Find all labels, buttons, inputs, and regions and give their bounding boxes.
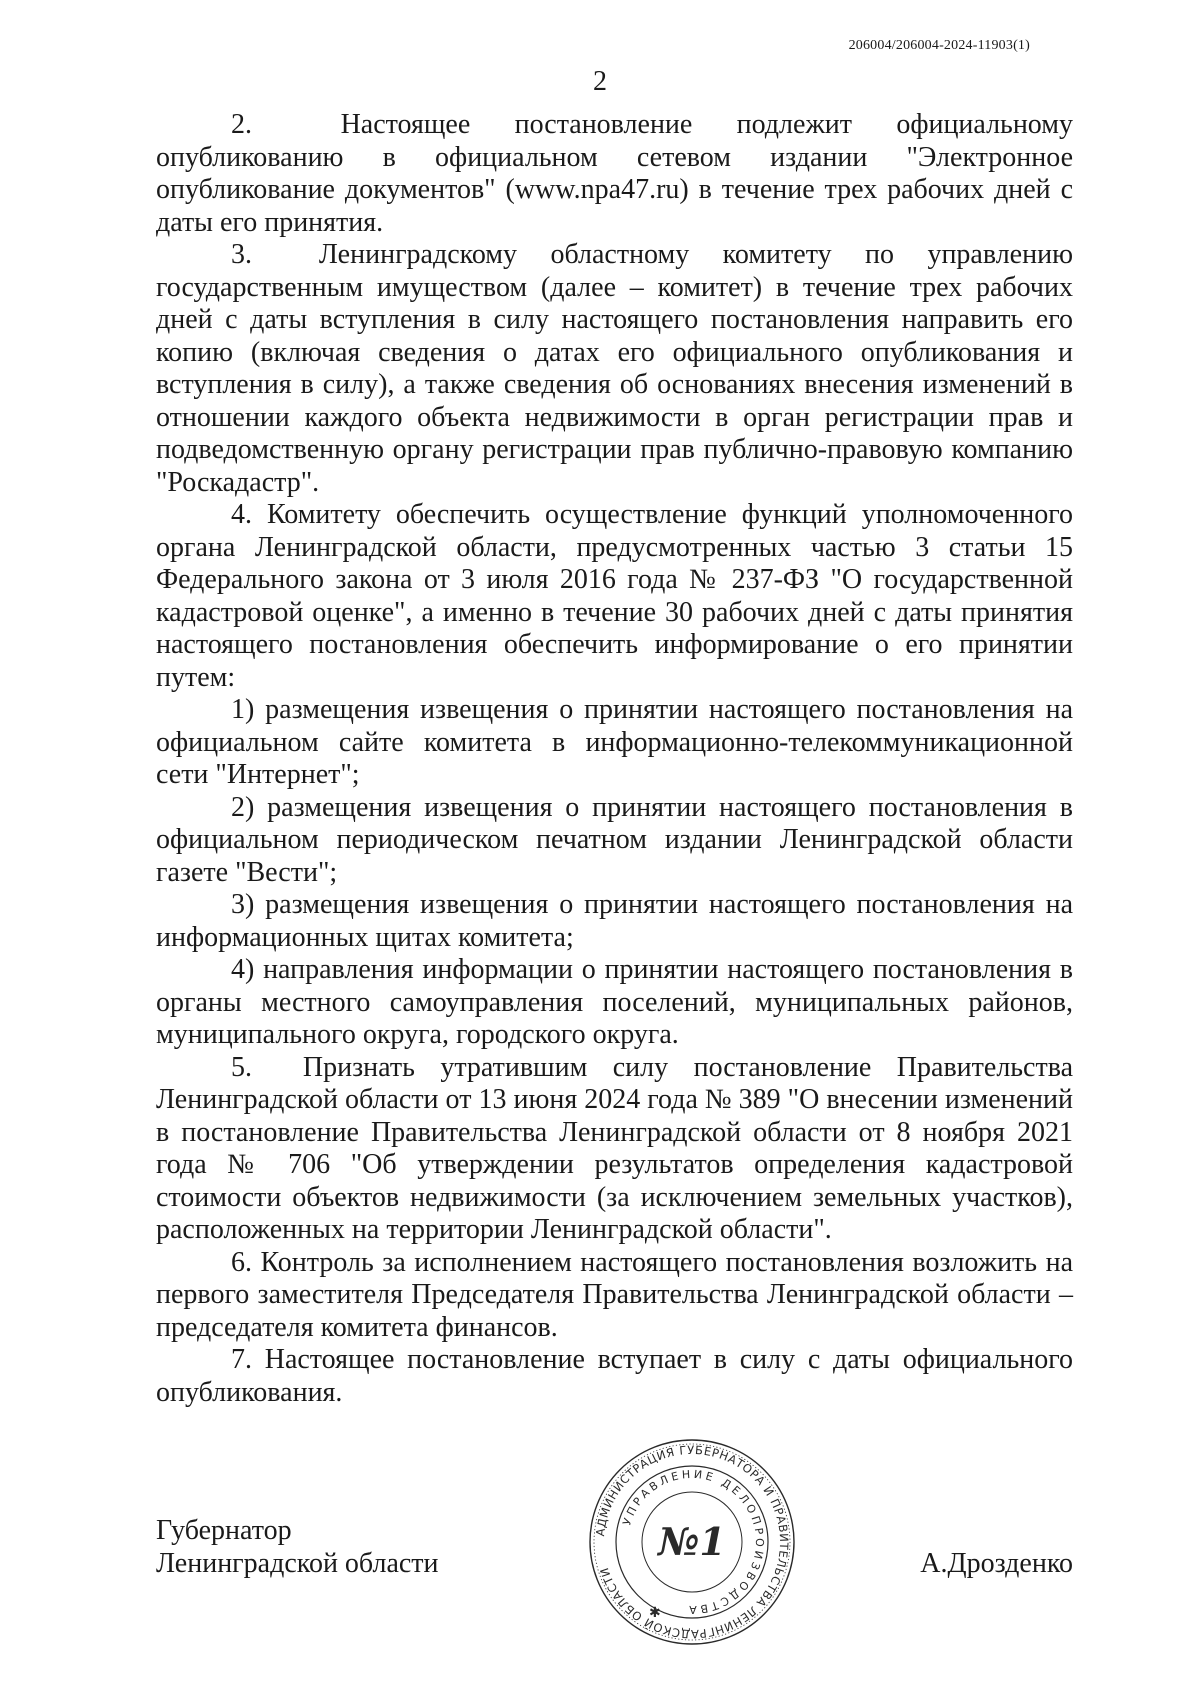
document-id: 206004/206004-2024-11903(1) [848,38,1030,53]
seal-outer-text: АДМИНИСТРАЦИЯ ГУБЕРНАТОРА И ПРАВИТЕЛЬСТВА ЛЕНИНГРАДСКОЙ ОБЛАСТИ [593,1442,792,1642]
page-number: 2 [593,66,607,97]
paragraph-6: 6. Контроль за исполнением настоящего постановления возложить на первого заместителя Председателя Правительства Ленинградской области – председателя комитета финансов. [156,1246,1073,1343]
seal-center-number: №1 [658,1519,726,1564]
paragraph-4-item-4: 4) направления информации о принятии настоящего постановления в органы местного самоуправления поселений, муниципальных районов, муниципального округа, городского округа. [156,954,1073,1050]
paragraph-3: 3. Ленинградскому областному комитету по управлению государственным имуществом (далее – комитет) в течение трех рабочих дней с даты вступления в силу настоящего постановления направить его копию (включая сведения о датах его официального опубликования и вступления в силу), а также сведения об основаниях внесения изменений в отношении каждого объекта недвижимости в орган регистрации прав и подведомственную органу регистрации прав публично-правовую компанию "Роскадастр". [156,239,1073,498]
official-seal-stamp [587,1437,797,1647]
paragraph-2: 2. Настоящее постановление подлежит официальному опубликованию в официальном сетевом издании "Электронное опубликование документов" (www.npa47.ru) в течение трех рабочих дней с даты его принятия. [156,109,1073,238]
paragraph-4-item-2: 2) размещения извещения о принятии настоящего постановления в официальном периодическом печатном издании Ленинградской области газете "Вести"; [156,791,1073,888]
seal-star-icon: ✱ [649,1605,661,1621]
signatory-title [156,1514,439,1580]
paragraph-4: 4. Комитету обеспечить осуществление функций уполномоченного органа Ленинградской области, предусмотренных частью 3 статьи 15 Федерального закона от 3 июля 2016 года № 237-ФЗ "О государственной кадастровой оценке", а именно в течение 30 рабочих дней с даты принятия настоящего постановления обеспечить информирование о его принятии путем: [156,499,1073,693]
signatory-title-line-2: Ленинградской области [156,1548,439,1579]
paragraph-4-item-3: 3) размещения извещения о принятии настоящего постановления на информационных щитах комитета; [156,889,1073,953]
seal-inner-text: УПРАВЛЕНИЕ ДЕЛОПРОИЗВОДСТВА [620,1467,767,1617]
signatory-title-line-1: Губернатор [156,1515,292,1546]
signatory-name: А.Дрозденко [920,1548,1073,1579]
document-body [156,109,1073,1409]
paragraph-4-item-1: 1) размещения извещения о принятии настоящего постановления на официальном сайте комитета в информационно-телекоммуникационной сети "Интернет"; [156,694,1073,790]
paragraph-5: 5. Признать утратившим силу постановление Правительства Ленинградской области от 13 июня 2024 года № 389 "О внесении изменений в постановление Правительства Ленинградской области от 8 ноября 2021 года № 706 "Об утверждении результатов определения кадастровой стоимости объектов недвижимости (за исключением земельных участков), расположенных на территории Ленинградской области". [156,1051,1073,1245]
paragraph-7: 7. Настоящее постановление вступает в силу с даты официального опубликования. [156,1344,1073,1408]
